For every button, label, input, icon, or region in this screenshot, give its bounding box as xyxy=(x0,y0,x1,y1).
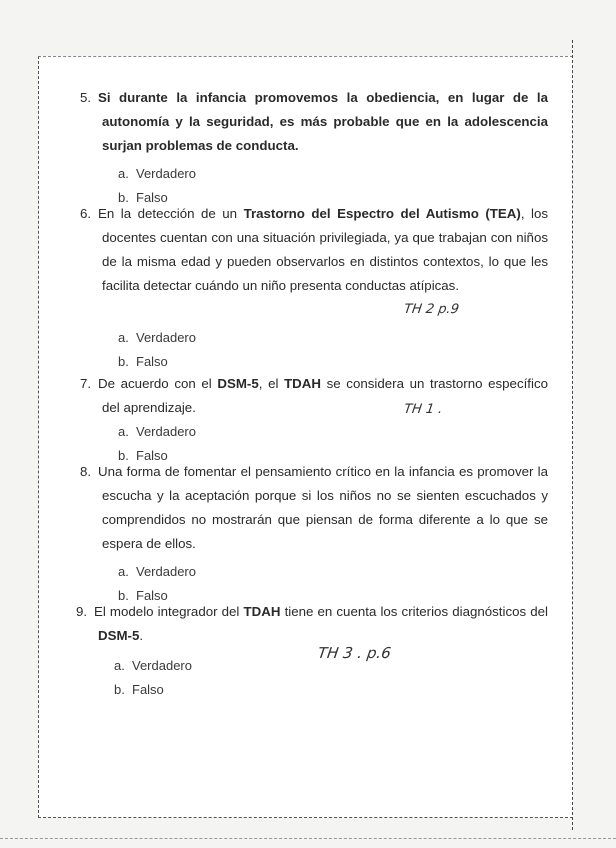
option-label: Falso xyxy=(136,190,168,205)
question-text-part: . xyxy=(139,628,144,643)
question-text-part: El modelo integrador del xyxy=(94,604,244,619)
question-text-part: En la detección de un xyxy=(98,206,244,221)
question-text xyxy=(80,86,548,158)
question-text xyxy=(80,460,548,556)
option-letter: a. xyxy=(114,658,125,673)
option-7a[interactable] xyxy=(118,424,196,439)
option-8a[interactable] xyxy=(118,564,196,579)
question-7 xyxy=(80,372,548,420)
handwritten-note: TH 1 . xyxy=(402,402,444,417)
question-text-bold: TDAH xyxy=(284,376,321,391)
option-letter: b. xyxy=(118,588,129,603)
handwritten-note: TH 2 p.9 xyxy=(402,302,460,317)
question-number: 9. xyxy=(76,604,88,619)
option-9b[interactable] xyxy=(114,682,164,697)
option-label: Verdadero xyxy=(132,658,192,673)
question-text xyxy=(80,372,548,420)
option-6a[interactable] xyxy=(118,330,196,345)
question-statement: Si durante la infancia promovemos la obediencia, en lugar de la autonomía y la seguridad, es más probable que en la adolescencia surjan problemas de conducta. xyxy=(98,90,548,153)
question-number: 7. xyxy=(80,376,92,391)
option-label: Falso xyxy=(136,448,168,463)
option-letter: a. xyxy=(118,166,129,181)
question-text-bold: DSM-5 xyxy=(98,628,140,643)
question-9 xyxy=(76,600,548,648)
question-5 xyxy=(80,86,548,158)
page-edge-right xyxy=(572,40,575,830)
question-text-part: De acuerdo con el xyxy=(98,376,218,391)
option-5a[interactable] xyxy=(118,166,196,181)
question-number: 6. xyxy=(80,206,92,221)
question-number: 8. xyxy=(80,464,92,479)
option-letter: b. xyxy=(114,682,125,697)
option-label: Falso xyxy=(132,682,164,697)
page-edge-bottom xyxy=(0,838,616,841)
option-label: Verdadero xyxy=(136,424,196,439)
option-letter: b. xyxy=(118,448,129,463)
option-letter: a. xyxy=(118,564,129,579)
option-label: Verdadero xyxy=(136,330,196,345)
option-letter: b. xyxy=(118,354,129,369)
option-label: Falso xyxy=(136,588,168,603)
question-text-bold: DSM-5 xyxy=(217,376,259,391)
option-label: Falso xyxy=(136,354,168,369)
question-8 xyxy=(80,460,548,556)
question-statement: Una forma de fomentar el pensamiento crítico en la infancia es promover la escucha y la aceptación porque si los niños no se sienten escuchados y comprendidos no mostrarán que piensan de forma diferente a lo que se espera de ellos. xyxy=(98,464,548,551)
question-text xyxy=(80,202,548,298)
option-letter: a. xyxy=(118,424,129,439)
option-9a[interactable] xyxy=(114,658,192,673)
question-text xyxy=(76,600,548,648)
question-6 xyxy=(80,202,548,298)
option-label: Verdadero xyxy=(136,564,196,579)
question-text-part: , el xyxy=(258,376,285,391)
question-number: 5. xyxy=(80,90,92,105)
question-text-part: tiene en cuenta los criterios diagnósticos del xyxy=(280,604,548,619)
question-text-part: se considera un trastorno específico del aprendizaje. xyxy=(102,376,548,415)
question-text-bold: Trastorno del Espectro del Autismo (TEA) xyxy=(243,206,521,221)
option-letter: b. xyxy=(118,190,129,205)
question-text-bold: TDAH xyxy=(243,604,281,619)
option-letter: a. xyxy=(118,330,129,345)
handwritten-note: TH 3 . p.6 xyxy=(316,644,393,662)
question-text-part: , los docentes cuentan con una situación privilegiada, ya que trabajan con niños de la misma edad y pueden observarlos en distintos contextos, lo que les facilita detectar cuándo un niño presenta conductas atípicas. xyxy=(102,206,549,293)
option-6b[interactable] xyxy=(118,354,168,369)
option-label: Verdadero xyxy=(136,166,196,181)
